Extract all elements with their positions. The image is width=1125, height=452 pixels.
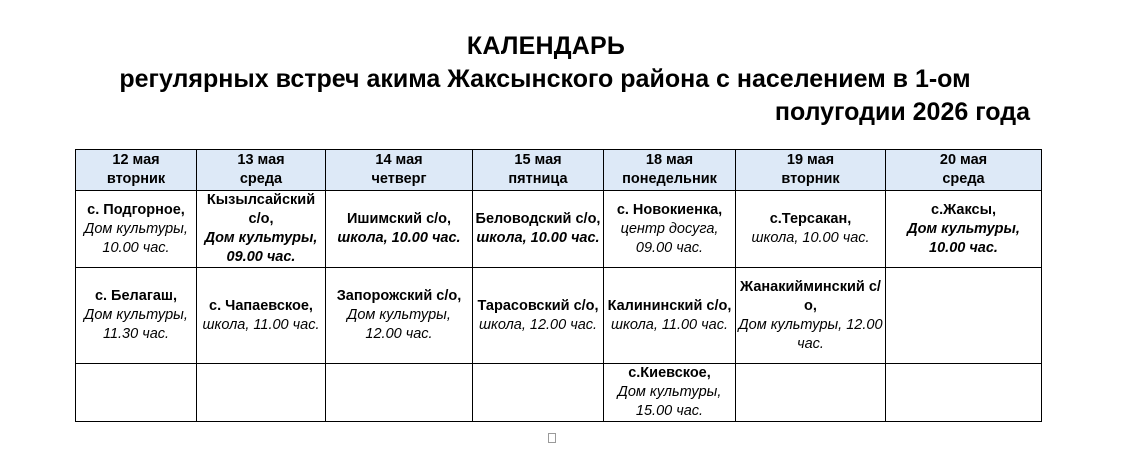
meeting-place: с. Белагаш, (94, 288, 178, 304)
title-subheading-line2: полугодии 2026 года (774, 98, 1030, 126)
column-header (604, 150, 736, 191)
meeting-cell (604, 191, 736, 268)
header-day: вторник (106, 171, 166, 187)
header-day: вторник (781, 171, 840, 187)
document-title (60, 30, 1032, 129)
header-date: 12 мая (112, 152, 160, 168)
meeting-cell (886, 364, 1042, 422)
column-header (76, 150, 197, 191)
meeting-place: с. Новокиенка, (616, 201, 723, 218)
meeting-cell (604, 364, 736, 422)
header-date: 13 мая (237, 152, 285, 168)
meeting-cell (76, 191, 197, 268)
meeting-venue-time: школа, 11.00 час. (202, 316, 320, 333)
meeting-cell (473, 191, 604, 268)
header-day: пятница (508, 171, 568, 187)
meeting-place: Кызылсайский с/о, (206, 192, 316, 227)
meeting-cell (76, 364, 197, 422)
header-date: 18 мая (645, 152, 694, 168)
meeting-cell (473, 268, 604, 364)
meeting-place: Жанакийминский с/о, (740, 278, 881, 314)
header-date: 19 мая (786, 152, 835, 168)
header-date: 14 мая (375, 152, 423, 168)
schedule-table (75, 149, 1042, 422)
meeting-venue-time: школа, 10.00 час. (476, 230, 600, 246)
meeting-cell (197, 364, 326, 422)
meeting-place: с.Терсакан, (769, 211, 852, 227)
column-header (326, 150, 473, 191)
meeting-venue-time: школа, 11.00 час. (610, 316, 728, 333)
meeting-cell (736, 364, 886, 422)
meeting-place: с. Подгорное, (87, 201, 185, 218)
meeting-venue-time: центр досуга, 09.00 час. (620, 220, 719, 256)
meeting-venue-time: Дом культуры, 11.30 час. (84, 307, 188, 342)
meeting-venue-time: школа, 10.00 час. (751, 230, 870, 246)
meeting-venue-time: школа, 10.00 час. (337, 230, 461, 246)
meeting-cell (326, 268, 473, 364)
meeting-place: с.Киевское, (628, 365, 711, 381)
meeting-cell (197, 191, 326, 268)
meeting-cell (326, 364, 473, 422)
meeting-venue-time: Дом культуры, 12.00 час. (347, 307, 451, 342)
header-day: среда (942, 171, 985, 187)
meeting-venue-time: школа, 12.00 час. (478, 316, 598, 333)
meeting-venue-time: Дом культуры, 10.00 час. (84, 220, 188, 256)
meeting-place: с. Чапаевское, (209, 297, 313, 314)
column-header (473, 150, 604, 191)
meeting-cell (736, 191, 886, 268)
header-date: 15 мая (514, 152, 562, 168)
meeting-venue-time: Дом культуры, 10.00 час. (907, 220, 1020, 256)
column-header (886, 150, 1042, 191)
header-day: среда (239, 171, 283, 187)
meeting-place: Запорожский с/о, (336, 288, 462, 304)
header-date: 20 мая (939, 152, 988, 168)
page-marker-icon (548, 433, 556, 443)
meeting-cell (473, 364, 604, 422)
meeting-cell (326, 191, 473, 268)
title-subheading-line1: регулярных встреч акима Жаксынского района с населением в 1-ом (119, 65, 971, 93)
meeting-place: Калининский с/о, (607, 297, 732, 314)
column-header (736, 150, 886, 191)
meeting-place: Ишимский с/о, (346, 211, 452, 227)
title-heading: КАЛЕНДАРЬ (466, 32, 626, 60)
header-day: четверг (371, 171, 427, 187)
meeting-cell (886, 268, 1042, 364)
header-day: понедельник (622, 171, 717, 187)
table-row (76, 268, 1042, 364)
table-header-row (76, 150, 1042, 191)
meeting-cell (886, 191, 1042, 268)
meeting-place: Беловодский с/о, (475, 211, 601, 227)
column-header (197, 150, 326, 191)
table-row (76, 191, 1042, 268)
meeting-venue-time: Дом культуры, 09.00 час. (204, 230, 318, 265)
meeting-cell (604, 268, 736, 364)
meeting-venue-time: Дом культуры, 12.00 час. (738, 316, 883, 352)
table-row (76, 364, 1042, 422)
meeting-cell (197, 268, 326, 364)
meeting-place: Тарасовский с/о, (477, 297, 599, 314)
meeting-place: с.Жаксы, (931, 201, 996, 218)
meeting-cell (736, 268, 886, 364)
meeting-venue-time: Дом культуры, 15.00 час. (617, 384, 722, 419)
meeting-cell (76, 268, 197, 364)
